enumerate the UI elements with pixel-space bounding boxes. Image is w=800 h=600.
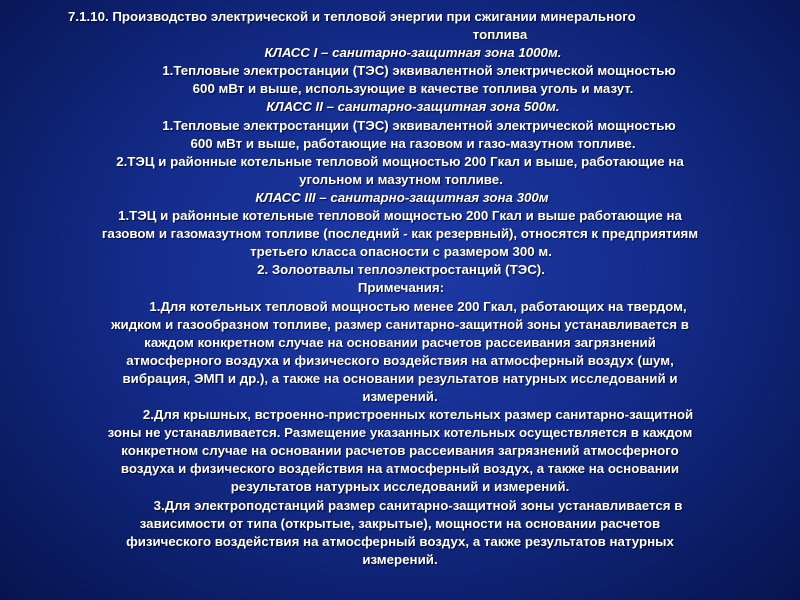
text-line: атмосферного воздуха и физического воздействия на атмосферный воздух (шум, xyxy=(126,352,674,368)
text-line: 1.Тепловые электростанции (ТЭС) эквивалентной электрической мощностью xyxy=(162,63,676,79)
text-line: топлива xyxy=(472,27,528,43)
text-line: 3.Для электроподстанций размер санитарно-защитной зоны устанавливается в xyxy=(153,497,683,513)
text-line: 7.1.10. Производство электрической и тепловой энергии при сжигании минерального xyxy=(68,9,636,24)
text-line: КЛАСС II – санитарно-защитная зона 500м. xyxy=(266,99,560,115)
text-line: 1.Тепловые электростанции (ТЭС) эквивалентной электрической мощностью xyxy=(162,117,676,133)
text-line: Примечания: xyxy=(357,280,445,296)
text-line: 2. Золоотвалы теплоэлектростанций (ТЭС). xyxy=(257,262,545,278)
text-line: физического воздействия на атмосферный воздух, а также результатов натурных xyxy=(126,533,674,549)
text-line: 1.Для котельных тепловой мощностью менее 200 Гкал, работающих на твердом, xyxy=(149,298,687,314)
text-line: конкретном случае на основании расчетов рассеивания загрязнений атмосферного xyxy=(121,443,679,459)
text-line: угольном и мазутном топливе. xyxy=(299,171,503,187)
text-line: третьего класса опасности с размером 300 м. xyxy=(250,244,552,260)
text-line: 2.ТЭЦ и районные котельные тепловой мощностью 200 Гкал и выше, работающие на xyxy=(116,153,684,169)
text-line: измерений. xyxy=(362,551,438,567)
text-line: воздуха и физического воздействия на атмосферный воздух, а также на основании xyxy=(120,461,680,477)
text-line: газовом и газомазутном топливе (последний - как резервный), относятся к предприятиям xyxy=(101,226,699,242)
text-line: 2.Для крышных, встроенно-пристроенных котельных размер санитарно-защитной xyxy=(142,407,694,423)
text-line: КЛАСС I – санитарно-защитная зона 1000м. xyxy=(264,45,562,61)
text-line: вибрация, ЭМП и др.), а также на основании результатов натурных исследований и xyxy=(122,370,678,386)
text-line: результатов натурных исследований и измерений. xyxy=(230,479,570,495)
text-line: зависимости от типа (открытые, закрытые), мощности на основании расчетов xyxy=(139,515,661,531)
text-line: каждом конкретном случае на основании расчетов рассеивания загрязнений xyxy=(144,334,656,350)
text-line: измерений. xyxy=(362,388,438,404)
text-line: жидком и газообразном топливе, размер санитарно-защитной зоны устанавливается в xyxy=(111,316,689,332)
text-line: зоны не устанавливается. Размещение указанных котельных осуществляется в каждом xyxy=(107,425,693,441)
text-line: КЛАСС III – санитарно-защитная зона 300м xyxy=(255,189,549,205)
text-line: 600 мВт и выше, работающие на газовом и газо-мазутном топливе. xyxy=(190,135,636,151)
text-line: 1.ТЭЦ и районные котельные тепловой мощностью 200 Гкал и выше работающие на xyxy=(118,208,682,224)
text-line: 600 мВт и выше, использующие в качестве топлива уголь и мазут. xyxy=(192,81,634,97)
